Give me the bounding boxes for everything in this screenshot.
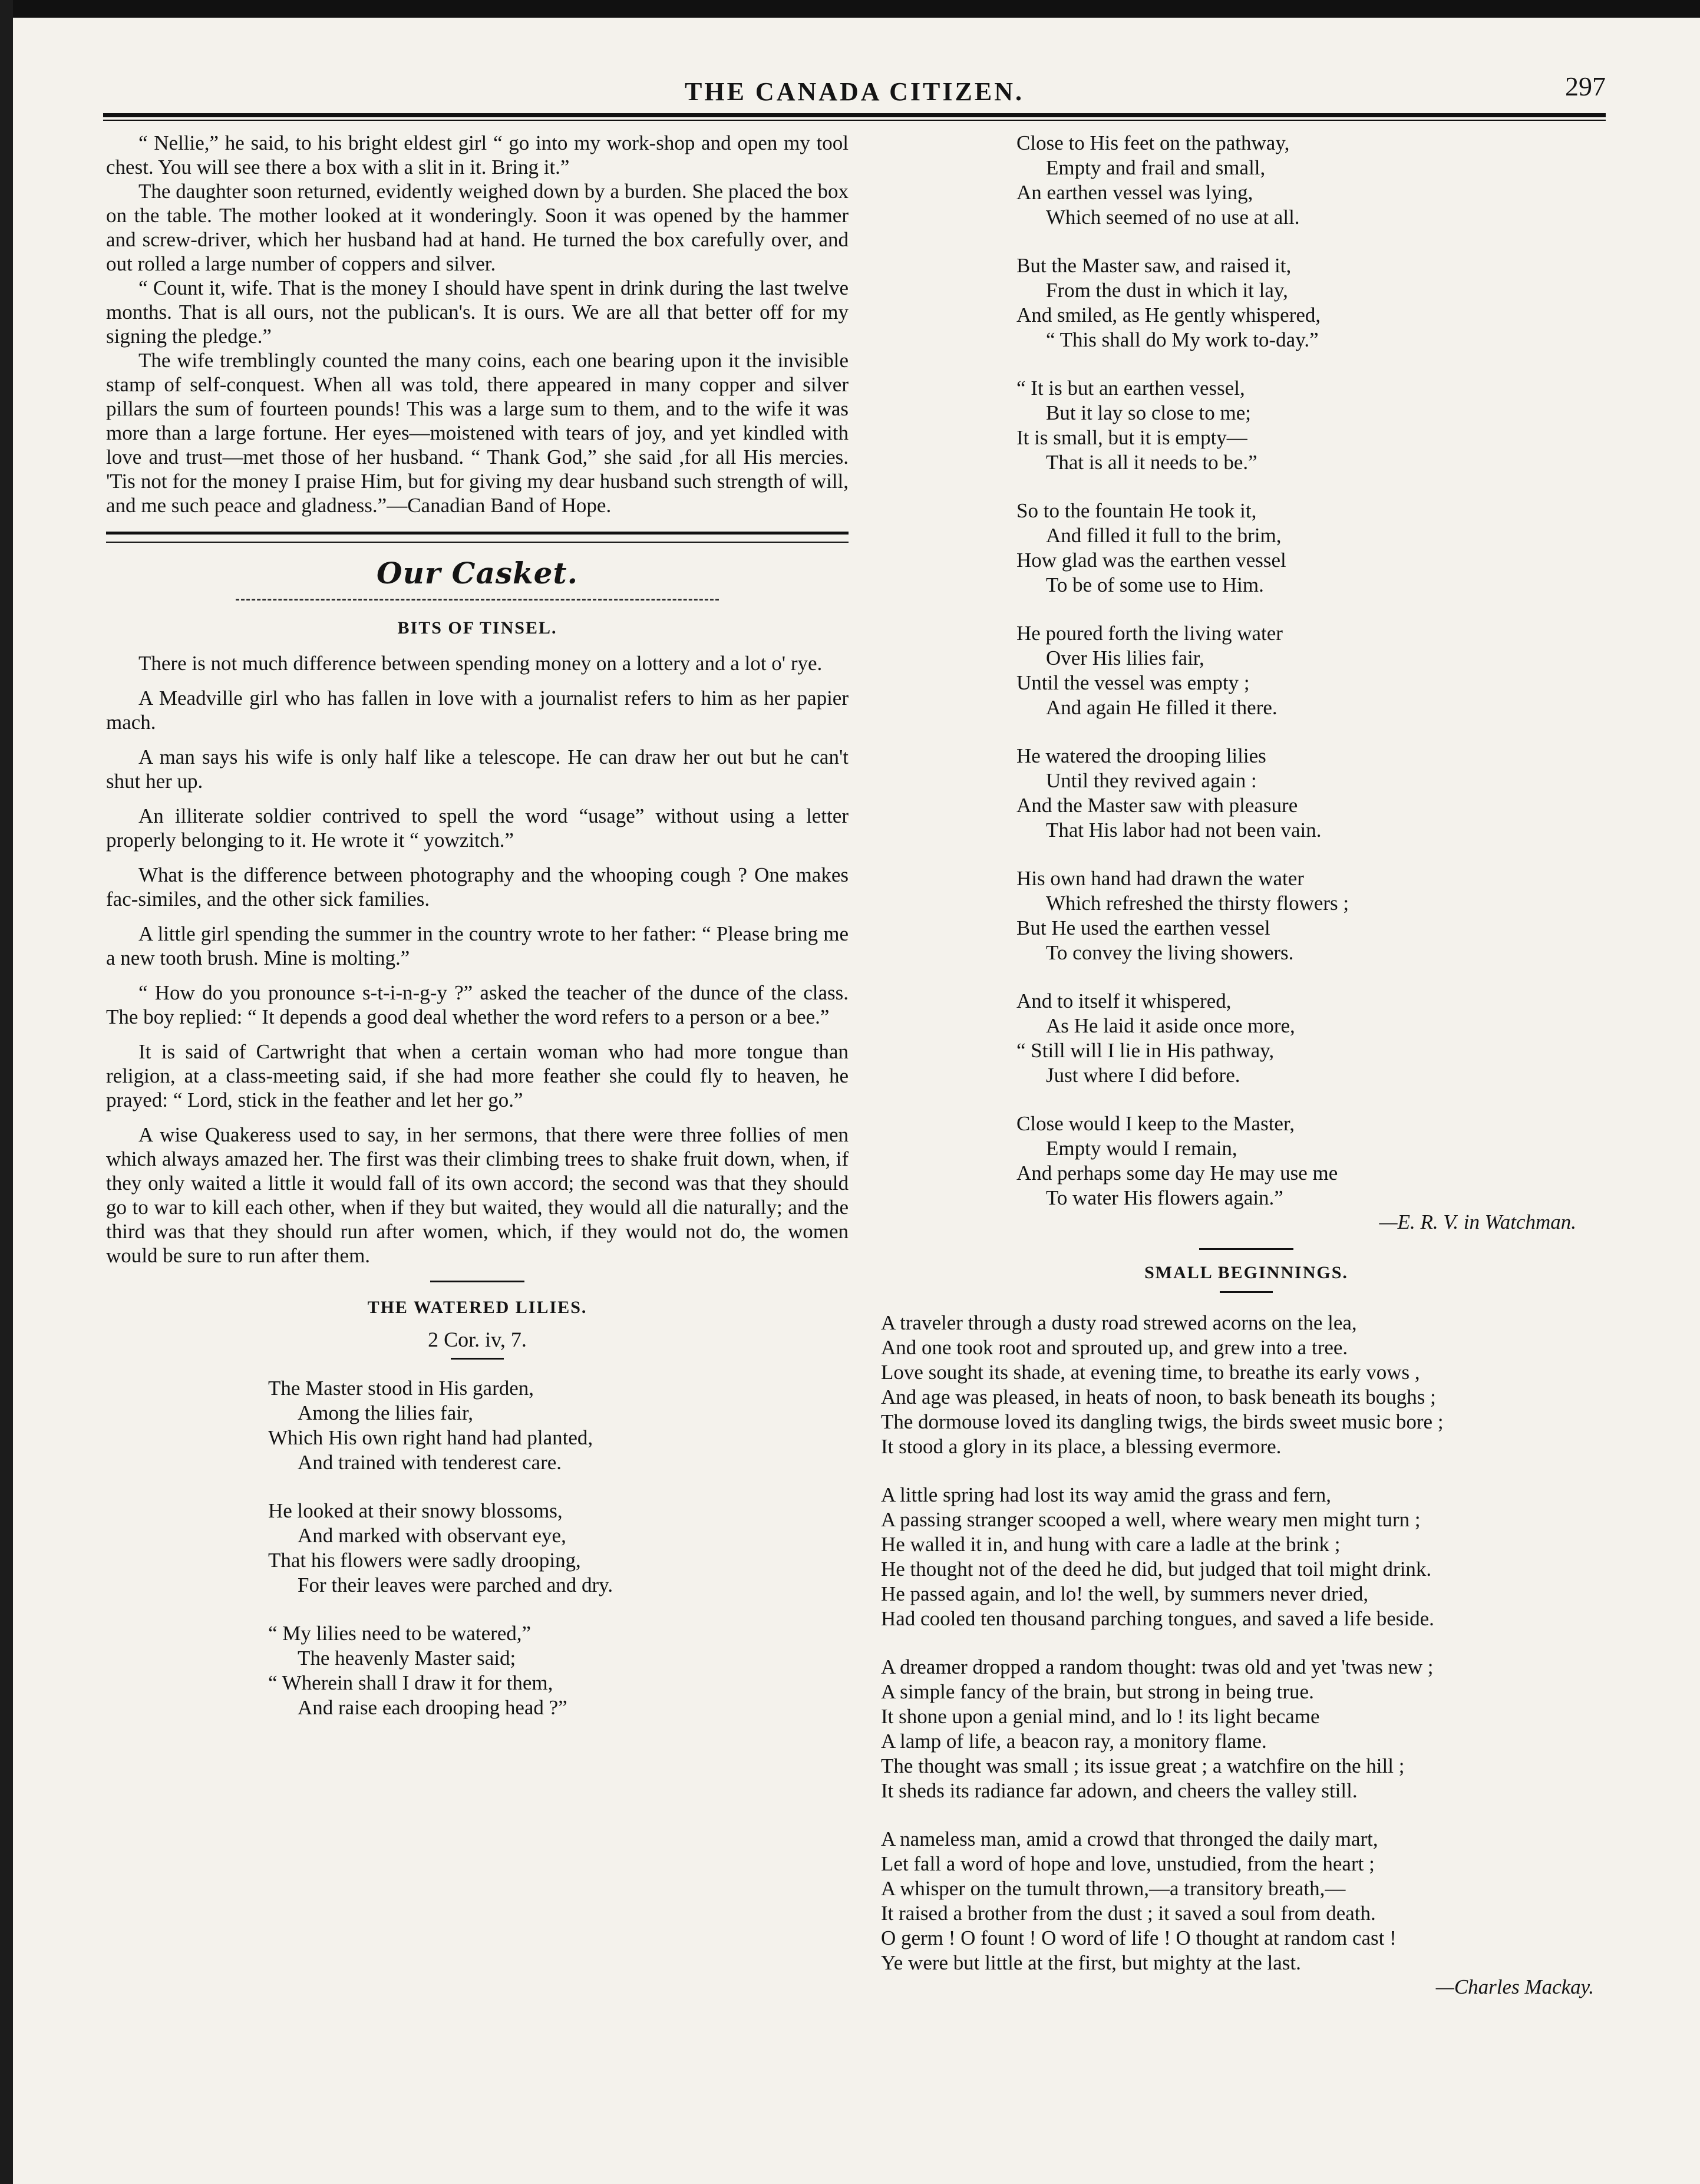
poem-line: “ My lilies need to be watered,” xyxy=(268,1622,532,1645)
poem-line: That his flowers were sadly drooping, xyxy=(268,1549,581,1572)
poem-line: A whisper on the tumult thrown,—a transitory breath,— xyxy=(881,1877,1346,1900)
poem-line: It is small, but it is empty— xyxy=(1016,426,1247,449)
poem-title-small-beginnings: SMALL BEGINNINGS. xyxy=(1144,1263,1348,1282)
poem-title-watered-lilies: THE WATERED LILIES. xyxy=(367,1298,587,1317)
poem-stanza xyxy=(1016,621,1612,720)
poem-line: That His labor had not been vain. xyxy=(1046,819,1322,842)
poem-line: O germ ! O fount ! O word of life ! O thought at random cast ! xyxy=(881,1926,1397,1949)
page-number: 297 xyxy=(1565,71,1606,101)
right-column xyxy=(881,131,1612,1999)
poem-line: The thought was small ; its issue great ; a watchfire on the hill ; xyxy=(881,1754,1405,1777)
poem-line: It raised a brother from the dust ; it saved a soul from death. xyxy=(881,1902,1376,1925)
poem-line: Over His lilies fair, xyxy=(1046,646,1204,669)
poem-line: He watered the drooping lilies xyxy=(1016,744,1266,767)
watered-lilies-poem-right xyxy=(881,131,1612,1210)
page-header xyxy=(103,71,1606,110)
poem-stanza xyxy=(1016,253,1612,352)
dashed-divider xyxy=(236,599,719,601)
poem-line: A passing stranger scooped a well, where weary men might turn ; xyxy=(881,1508,1421,1531)
poem-line: The heavenly Master said; xyxy=(298,1647,516,1670)
poem-line: And smiled, as He gently whispered, xyxy=(1016,303,1321,326)
list-item: An illiterate soldier contrived to spell the word “usage” without using a letter properly belonging to it. He wrote it “ yowzitch.” xyxy=(106,804,849,852)
scan-top-border xyxy=(0,0,1700,18)
poem-stanza xyxy=(1016,376,1612,475)
poem-line: “ This shall do My work to-day.” xyxy=(1046,328,1319,351)
poem-line: Love sought its shade, at evening time, to breathe its early vows , xyxy=(881,1361,1420,1384)
poem-line: “ It is but an earthen vessel, xyxy=(1016,377,1245,400)
poem-line: As He laid it aside once more, xyxy=(1046,1014,1295,1037)
poem-line: And marked with observant eye, xyxy=(298,1524,566,1547)
poem-line: How glad was the earthen vessel xyxy=(1016,549,1286,572)
poem-line: And one took root and sprouted up, and grew into a tree. xyxy=(881,1336,1348,1359)
poem-stanza xyxy=(268,1499,849,1598)
poem-line: Empty and frail and small, xyxy=(1046,156,1266,179)
poem-line: He poured forth the living water xyxy=(1016,622,1283,645)
short-divider xyxy=(451,1358,504,1360)
section-divider xyxy=(106,532,849,543)
poem-line: So to the fountain He took it, xyxy=(1016,499,1257,522)
poem-line: Which His own right hand had planted, xyxy=(268,1426,593,1449)
poem-line: And age was pleased, in heats of noon, to bask beneath its boughs ; xyxy=(881,1385,1436,1408)
poem-line: “ Wherein shall I draw it for them, xyxy=(268,1671,553,1694)
small-beginnings-poem xyxy=(881,1311,1612,1975)
poem-line: It shone upon a genial mind, and lo ! its light became xyxy=(881,1705,1320,1728)
story-paragraph: The wife tremblingly counted the many coins, each one bearing upon it the invisible stamp of self-conquest. When all was told, there appeared in many copper and silver pillars the sum of fourteen pounds! This was a large sum to them, and to the wife it was more than a large fortune. Her eyes—moistened with tears of joy, and yet kindled with love and trust—met those of her husband. “ Thank God,” she said ,for all His mercies. 'Tis not for the money I praise Him, but for giving my dear husband such strength of will, and me such peace and gladness.”—Canadian Band of Hope. xyxy=(106,349,849,517)
poem-line: It sheds its radiance far adown, and cheers the valley still. xyxy=(881,1779,1358,1802)
section-title-our-casket: Our Casket. xyxy=(377,556,578,590)
poem-line: Just where I did before. xyxy=(1046,1064,1240,1087)
poem-line: A traveler through a dusty road strewed acorns on the lea, xyxy=(881,1311,1357,1334)
poem-attribution: —Charles Mackay. xyxy=(1435,1975,1594,1998)
poem-line: “ Still will I lie in His pathway, xyxy=(1016,1039,1275,1062)
poem-line: But the Master saw, and raised it, xyxy=(1016,254,1292,277)
poem-line: Close would I keep to the Master, xyxy=(1016,1112,1295,1135)
poem-line: And raise each drooping head ?” xyxy=(298,1696,567,1719)
poem-line: To water His flowers again.” xyxy=(1046,1186,1283,1209)
poem-line: The Master stood in His garden, xyxy=(268,1377,534,1400)
list-item: A wise Quakeress used to say, in her sermons, that there were three follies of men which always amazed her. The first was their climbing trees to shake fruit down, when, if they only waited a little it would fall of its own accord; the second was that they should go to war to kill each other, when if they but waited, they would all die naturally; and the third was that they should run after women, which, if they would not do, the women would be sure to run after them. xyxy=(106,1123,849,1267)
list-item: It is said of Cartwright that when a certain woman who had more tongue than religion, at a class-meeting said, if she had more feather she could fly to heaven, he prayed: “ Lord, stick in the feather and let her go.” xyxy=(106,1040,849,1111)
poem-line: He looked at their snowy blossoms, xyxy=(268,1499,563,1522)
poem-line: The dormouse loved its dangling twigs, the birds sweet music bore ; xyxy=(881,1410,1444,1433)
poem-line: He walled it in, and hung with care a ladle at the brink ; xyxy=(881,1533,1341,1556)
poem-stanza xyxy=(268,1621,849,1720)
bits-of-tinsel-list xyxy=(106,651,849,1268)
poem-stanza xyxy=(1016,131,1612,230)
poem-line: Empty would I remain, xyxy=(1046,1137,1237,1160)
poem-line: It stood a glory in its place, a blessing evermore. xyxy=(881,1435,1282,1458)
watered-lilies-poem-left xyxy=(106,1376,849,1720)
poem-stanza xyxy=(268,1376,849,1475)
poem-line: His own hand had drawn the water xyxy=(1016,867,1304,890)
poem-line: Had cooled ten thousand parching tongues, and saved a life beside. xyxy=(881,1607,1434,1630)
poem-line: A nameless man, amid a crowd that thronged the daily mart, xyxy=(881,1827,1378,1850)
poem-line: Which refreshed the thirsty flowers ; xyxy=(1046,892,1349,915)
poem-stanza xyxy=(881,1483,1612,1631)
short-divider xyxy=(430,1281,524,1282)
left-column xyxy=(106,131,849,1720)
poem-line: Among the lilies fair, xyxy=(298,1401,473,1424)
poem-line: But it lay so close to me; xyxy=(1046,401,1252,424)
poem-stanza xyxy=(1016,744,1612,843)
list-item: A Meadville girl who has fallen in love with a journalist refers to him as her papier mach. xyxy=(106,687,849,734)
short-divider xyxy=(1199,1248,1293,1250)
poem-line: To convey the living showers. xyxy=(1046,941,1294,964)
poem-line: He passed again, and lo! the well, by summers never dried, xyxy=(881,1582,1369,1605)
scripture-reference: 2 Cor. iv, 7. xyxy=(428,1328,527,1351)
poem-line: Which seemed of no use at all. xyxy=(1046,206,1300,229)
poem-line: An earthen vessel was lying, xyxy=(1016,181,1253,204)
subheading-bits-of-tinsel: BITS OF TINSEL. xyxy=(397,618,557,638)
poem-line: To be of some use to Him. xyxy=(1046,573,1264,596)
list-item: A little girl spending the summer in the country wrote to her father: “ Please bring me a new tooth brush. Mine is molting.” xyxy=(106,922,849,969)
list-item: What is the difference between photography and the whooping cough ? One makes fac-similes, and the other sick families. xyxy=(106,863,849,910)
poem-stanza xyxy=(881,1655,1612,1803)
poem-line: A little spring had lost its way amid the grass and fern, xyxy=(881,1483,1332,1506)
poem-line: And the Master saw with pleasure xyxy=(1016,794,1298,817)
poem-line: And again He filled it there. xyxy=(1046,696,1278,719)
poem-stanza xyxy=(881,1827,1612,1975)
story-paragraph: “ Nellie,” he said, to his bright eldest girl “ go into my work-shop and open my tool chest. You will see there a box with a slit in it. Bring it.” xyxy=(106,131,849,179)
header-rule xyxy=(103,113,1606,117)
poem-line: From the dust in which it lay, xyxy=(1046,279,1288,302)
header-rule-thin xyxy=(103,120,1606,121)
poem-line: He thought not of the deed he did, but judged that toil might drink. xyxy=(881,1558,1432,1581)
poem-line: And filled it full to the brim, xyxy=(1046,524,1282,547)
poem-line: That is all it needs to be.” xyxy=(1046,451,1257,474)
scan-left-border xyxy=(0,0,13,2184)
list-item: A man says his wife is only half like a telescope. He can draw her out but he can't shut her up. xyxy=(106,745,849,793)
poem-line: For their leaves were parched and dry. xyxy=(298,1573,613,1596)
newspaper-title: THE CANADA CITIZEN. xyxy=(685,77,1024,106)
poem-line: But He used the earthen vessel xyxy=(1016,916,1270,939)
poem-line: A lamp of life, a beacon ray, a monitory flame. xyxy=(881,1730,1267,1753)
list-item: There is not much difference between spending money on a lottery and a lot o' rye. xyxy=(138,652,823,675)
poem-line: Close to His feet on the pathway, xyxy=(1016,131,1290,154)
poem-line: Let fall a word of hope and love, unstudied, from the heart ; xyxy=(881,1852,1375,1875)
poem-line: And trained with tenderest care. xyxy=(298,1451,562,1474)
story-paragraph: “ Count it, wife. That is the money I should have spent in drink during the last twelve months. That is all ours, not the publican's. It is ours. We are all that better off for my signing the pledge.” xyxy=(106,276,849,348)
poem-line: A dreamer dropped a random thought: twas old and yet 'twas new ; xyxy=(881,1655,1434,1678)
poem-line: Until they revived again : xyxy=(1046,769,1257,792)
poem-stanza xyxy=(1016,989,1612,1088)
poem-stanza xyxy=(1016,866,1612,965)
list-item: “ How do you pronounce s-t-i-n-g-y ?” asked the teacher of the dunce of the class. The boy replied: “ It depends a good deal whether the word refers to a person or a bee.” xyxy=(106,981,849,1028)
poem-line: A simple fancy of the brain, but strong in being true. xyxy=(881,1680,1314,1703)
short-divider xyxy=(1220,1291,1273,1293)
poem-line: And to itself it whispered, xyxy=(1016,989,1232,1012)
story-text xyxy=(106,131,849,517)
poem-stanza xyxy=(1016,499,1612,598)
poem-line: Ye were but little at the first, but mighty at the last. xyxy=(881,1951,1301,1974)
poem-line: And perhaps some day He may use me xyxy=(1016,1162,1338,1185)
poem-stanza xyxy=(881,1311,1612,1459)
poem-attribution: —E. R. V. in Watchman. xyxy=(1379,1210,1576,1233)
poem-stanza xyxy=(1016,1111,1612,1210)
story-paragraph: The daughter soon returned, evidently weighed down by a burden. She placed the box on the table. The mother looked at it wonderingly. Soon it was opened by the hammer and screw-driver, which her husband had at hand. He turned the box carefully over, and out rolled a large number of coppers and silver. xyxy=(106,180,849,275)
poem-line: Until the vessel was empty ; xyxy=(1016,671,1250,694)
